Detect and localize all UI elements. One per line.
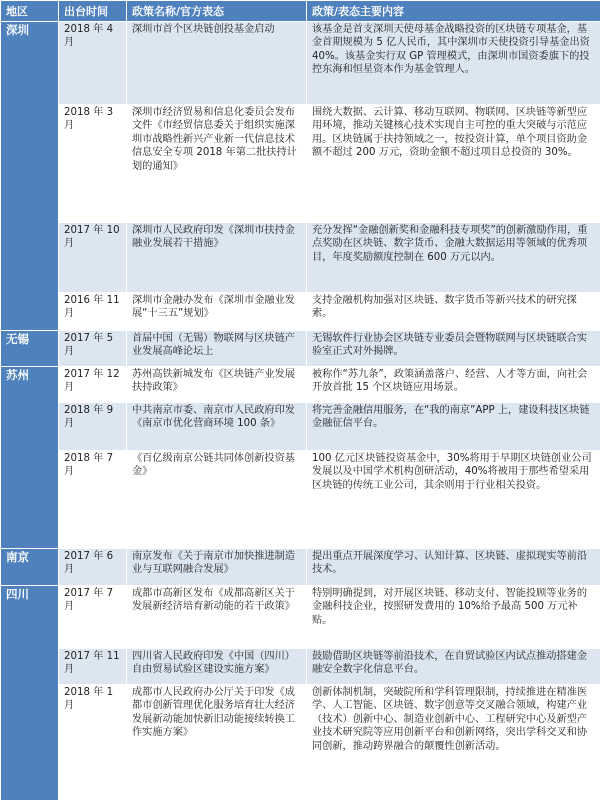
content-cell: 围绕大数据、云计算、移动互联网、物联网、区块链等新型应用环境，推动关键核心技术实现自主可控的重大突破与示范应用。区块链属于扶持领域之一，按投资计算，单个项目资助金额不超过 200 万元，资助金额不超过项目总投资的 30%。	[307, 105, 600, 223]
content-cell: 100 亿元区块链投资基金中，30%将用于早期区块链创业公司发展以及中国学术机构创研活动，40%将被用于那些希望采用区块链的传统工业公司，其余则用于行业相关投资。	[307, 451, 600, 549]
table-row	[1, 451, 600, 549]
policy-cell: 深圳市首个区块链创投基金启动	[127, 22, 307, 105]
date-cell: 2018 年 3 月	[59, 105, 127, 223]
region-cell: 四川	[1, 586, 59, 801]
table-row	[1, 293, 600, 331]
content-cell: 支持金融机构加强对区块链、数字货币等新兴技术的研究探索。	[307, 293, 600, 331]
policy-cell: 深圳市人民政府印发《深圳市扶持金融业发展若干措施》	[127, 223, 307, 293]
table-row	[1, 649, 600, 685]
date-cell: 2016 年 11 月	[59, 293, 127, 331]
date-cell: 2018 年 9 月	[59, 403, 127, 451]
policy-cell: 苏州高铁新城发布《区块链产业发展扶持政策》	[127, 367, 307, 403]
table-row	[1, 22, 600, 105]
header-policy: 政策名称/官方表态	[127, 1, 307, 22]
header-region: 地区	[1, 1, 59, 22]
content-cell: 提出重点开展深度学习、认知计算、区块链、虚拟现实等前沿技术。	[307, 549, 600, 586]
policy-cell: 成都市高新区发布《成都高新区关于发展新经济培育新动能的若干政策》	[127, 586, 307, 649]
date-cell: 2018 年 1 月	[59, 685, 127, 801]
content-cell: 特别明确提到，对开展区块链、移动支付、智能投顾等业务的金融科技企业，按照研发费用的 10%给予最高 500 万元补贴。	[307, 586, 600, 649]
date-cell: 2018 年 4 月	[59, 22, 127, 105]
table-row	[1, 586, 600, 649]
date-cell: 2017 年 11 月	[59, 649, 127, 685]
region-cell: 南京	[1, 549, 59, 586]
date-cell: 2017 年 12 月	[59, 367, 127, 403]
content-cell: 充分发挥“金融创新奖和金融科技专项奖”的创新激励作用，重点奖励在区块链、数字货币、金融大数据运用等领域的优秀项目，年度奖励额度控制在 600 万元以内。	[307, 223, 600, 293]
region-cell: 深圳	[1, 22, 59, 331]
content-cell: 将完善金融信用服务，在“我的南京”APP 上，建设科技区块链金融征信平台。	[307, 403, 600, 451]
content-cell: 无锡软件行业协会区块链专业委员会暨物联网与区块链联合实验室正式对外揭牌。	[307, 331, 600, 367]
table-row	[1, 223, 600, 293]
region-cell: 无锡	[1, 331, 59, 367]
header-row	[1, 1, 600, 22]
content-cell: 鼓励借助区块链等前沿技术，在自贸试验区内试点推动搭建金融安全数字化信息平台。	[307, 649, 600, 685]
date-cell: 2017 年 7 月	[59, 586, 127, 649]
header-content: 政策/表态主要内容	[307, 1, 600, 22]
table-row	[1, 367, 600, 403]
table-row	[1, 331, 600, 367]
header-date: 出台时间	[59, 1, 127, 22]
policy-cell: 首届中国（无锡）物联网与区块链产业发展高峰论坛上	[127, 331, 307, 367]
date-cell: 2017 年 10 月	[59, 223, 127, 293]
table-row	[1, 105, 600, 223]
policy-cell: 《百亿级南京公链共同体创新投资基金》	[127, 451, 307, 549]
content-cell: 被称作“苏九条”，政策涵盖落户、经营、人才等方面，向社会开放首批 15 个区块链应用场景。	[307, 367, 600, 403]
table-row	[1, 403, 600, 451]
date-cell: 2017 年 6 月	[59, 549, 127, 586]
policy-cell: 深圳市金融办发布《深圳市金融业发展“十三五”规划》	[127, 293, 307, 331]
date-cell: 2018 年 7 月	[59, 451, 127, 549]
policy-cell: 四川省人民政府印发《中国（四川）自由贸易试验区建设实施方案》	[127, 649, 307, 685]
policy-cell: 南京发布《关于南京市加快推进制造业与互联网融合发展》	[127, 549, 307, 586]
policy-cell: 成都市人民政府办公厅关于印发《成都市创新管理优化服务培育壮大经济发展新动能加快新旧动能接续转换工作实施方案》	[127, 685, 307, 801]
region-cell: 苏州	[1, 367, 59, 549]
date-cell: 2017 年 5 月	[59, 331, 127, 367]
policy-cell: 深圳市经济贸易和信息化委员会发布文件《市经贸信息委关于组织实施深圳市战略性新兴产业新一代信息技术信息安全专项 2018 年第二批扶持计划的通知》	[127, 105, 307, 223]
table-row	[1, 685, 600, 801]
content-cell: 该基金是首支深圳天使母基金战略投资的区块链专项基金，基金首期规模为 5 亿人民币，其中深圳市天使投资引导基金出资 40%。该基金实行双 GP 管理模式，由深圳市国资委旗下的投控东海和恒星资本作为基金管理人。	[307, 22, 600, 105]
table-row	[1, 549, 600, 586]
content-cell: 创新体制机制，突破院所和学科管理限制，持续推进在精准医学、人工智能、区块链、数字创意等交叉融合领域，构建产业（技术）创新中心、制造业创新中心、工程研究中心及新型产业技术研究院等应用创新平台和创新网络，突出学科交叉和协同创新，推动跨界融合的颠覆性创新活动。	[307, 685, 600, 801]
policy-cell: 中共南京市委、南京市人民政府印发《南京市优化营商环境 100 条》	[127, 403, 307, 451]
